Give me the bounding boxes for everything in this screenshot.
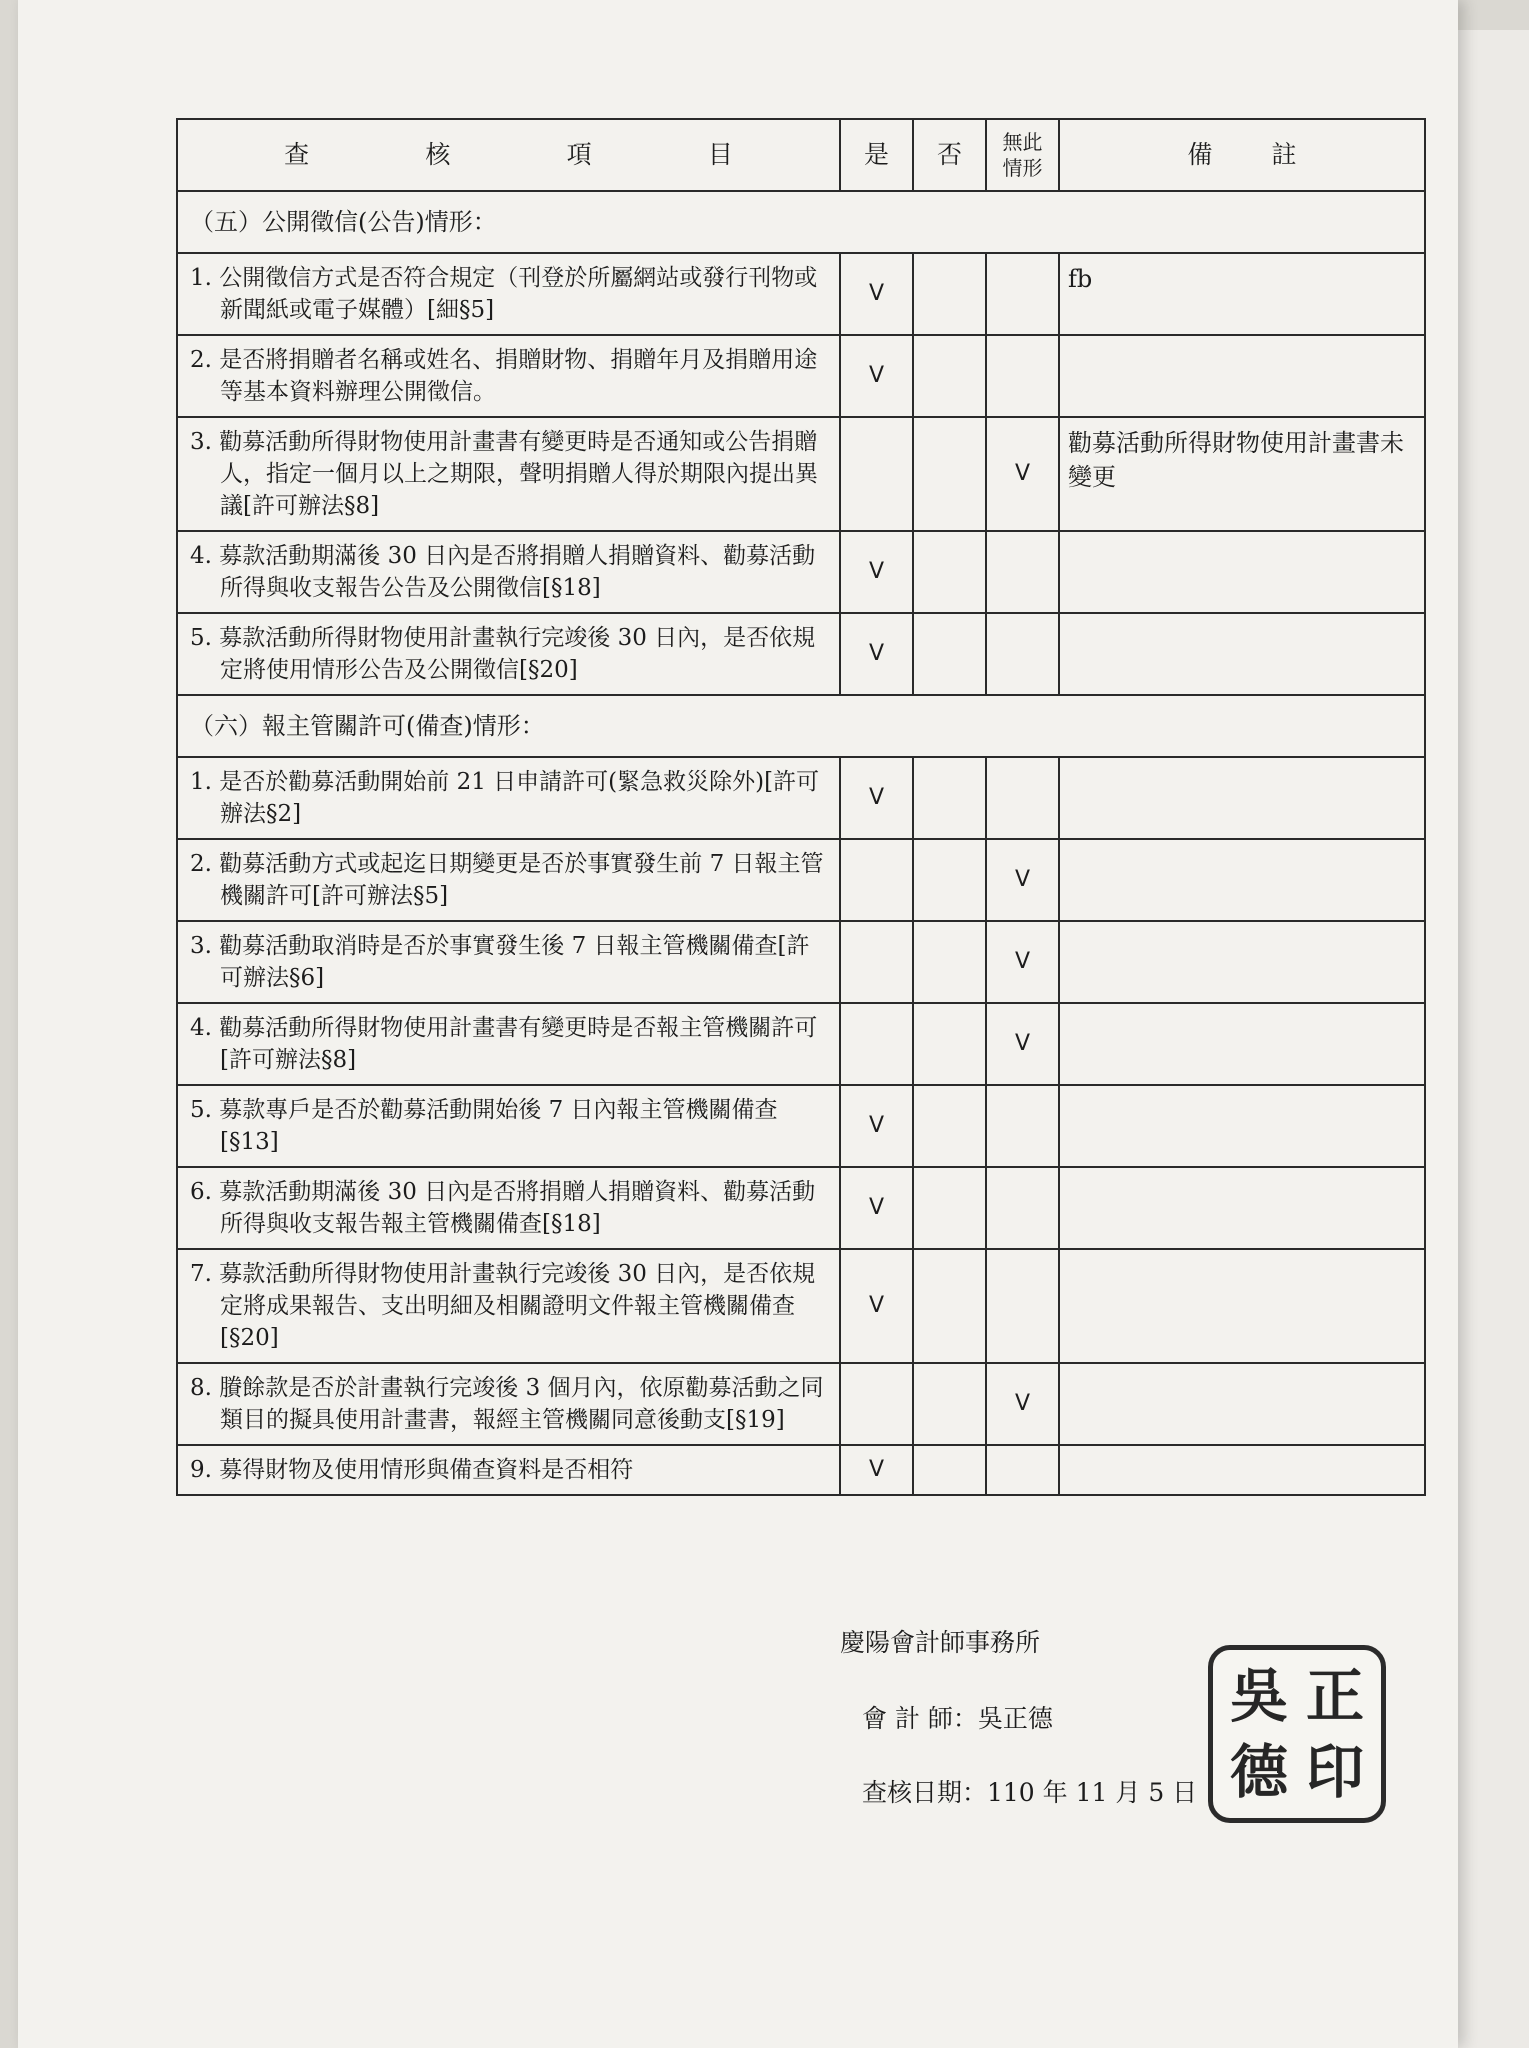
seal-char: 正 — [1305, 1662, 1364, 1730]
table-row — [177, 921, 1425, 1003]
no-mark — [913, 839, 986, 921]
no-mark — [913, 1445, 986, 1495]
check-item-text: 2. 勸募活動方式或起迄日期變更是否於事實發生前 7 日報主管機關許可[許可辦法§5] — [190, 851, 824, 909]
header-item-char: 項 — [566, 140, 592, 169]
yes-mark: V — [840, 335, 913, 417]
remark: 勸募活動所得財物使用計畫書未變更 — [1059, 417, 1425, 531]
no-mark — [913, 335, 986, 417]
remark — [1059, 1363, 1425, 1445]
check-item-text: 4. 勸募活動所得財物使用計畫書有變更時是否報主管機關許可[許可辦法§8] — [190, 1015, 818, 1073]
na-mark — [986, 1249, 1059, 1363]
remark — [1059, 613, 1425, 695]
check-item-cell — [177, 613, 840, 695]
header-item-char: 查 — [284, 140, 310, 169]
yes-mark — [840, 921, 913, 1003]
table-row — [177, 1445, 1425, 1495]
table-header-row — [177, 119, 1425, 191]
yes-mark: V — [840, 1167, 913, 1249]
no-mark — [913, 1085, 986, 1167]
audit-date: 查核日期：110 年 11 月 5 日 — [862, 1778, 1198, 1807]
table-row — [177, 417, 1425, 531]
remark — [1059, 531, 1425, 613]
yes-mark — [840, 1363, 913, 1445]
na-mark: V — [986, 921, 1059, 1003]
na-mark — [986, 335, 1059, 417]
section-header-row — [177, 695, 1425, 757]
header-na-line2: 情形 — [1002, 156, 1043, 180]
table-row — [177, 839, 1425, 921]
seal-char: 德 — [1229, 1738, 1288, 1806]
remark — [1059, 1085, 1425, 1167]
yes-mark: V — [840, 1085, 913, 1167]
check-item-cell — [177, 531, 840, 613]
yes-mark — [840, 839, 913, 921]
accountant-seal — [1208, 1645, 1386, 1823]
check-item-cell — [177, 253, 840, 335]
no-mark — [913, 613, 986, 695]
na-mark — [986, 1085, 1059, 1167]
header-na — [986, 119, 1059, 191]
na-mark: V — [986, 1363, 1059, 1445]
header-no: 否 — [913, 119, 986, 191]
check-item-text: 3. 勸募活動所得財物使用計畫書有變更時是否通知或公告捐贈人，指定一個月以上之期限，聲明捐贈人得於期限內提出異議[許可辦法§8] — [190, 429, 818, 519]
no-mark — [913, 1003, 986, 1085]
table-row — [177, 1167, 1425, 1249]
check-item-cell — [177, 839, 840, 921]
yes-mark: V — [840, 613, 913, 695]
na-mark — [986, 757, 1059, 839]
yes-mark — [840, 417, 913, 531]
check-item-text: 7. 募款活動所得財物使用計畫執行完竣後 30 日內，是否依規定將成果報告、支出明細及相關證明文件報主管機關備查[§20] — [190, 1261, 816, 1351]
no-mark — [913, 1363, 986, 1445]
header-item — [177, 119, 840, 191]
yes-mark: V — [840, 253, 913, 335]
check-item-cell — [177, 335, 840, 417]
na-mark — [986, 613, 1059, 695]
section-title: （五）公開徵信(公告)情形： — [177, 191, 1425, 253]
no-mark — [913, 757, 986, 839]
check-item-text: 4. 募款活動期滿後 30 日內是否將捐贈人捐贈資料、勸募活動所得與收支報告公告及公開徵信[§18] — [190, 543, 816, 601]
remark — [1059, 921, 1425, 1003]
table-row — [177, 757, 1425, 839]
remark — [1059, 1167, 1425, 1249]
header-note-char: 備 — [1187, 140, 1213, 169]
no-mark — [913, 1249, 986, 1363]
check-item-text: 1. 是否於勸募活動開始前 21 日申請許可(緊急救災除外)[許可辦法§2] — [190, 769, 820, 827]
check-item-cell — [177, 1363, 840, 1445]
check-item-text: 3. 勸募活動取消時是否於事實發生後 7 日報主管機關備查[許可辦法§6] — [190, 933, 810, 991]
remark — [1059, 839, 1425, 921]
check-item-text: 1. 公開徵信方式是否符合規定（刊登於所屬網站或發行刊物或新聞紙或電子媒體）[細§5] — [190, 265, 818, 323]
firm-name: 慶陽會計師事務所 — [840, 1628, 1041, 1657]
check-item-text: 9. 募得財物及使用情形與備查資料是否相符 — [190, 1457, 634, 1483]
no-mark — [913, 921, 986, 1003]
na-mark — [986, 1445, 1059, 1495]
header-item-char: 核 — [425, 140, 451, 169]
accountant-name: 會 計 師：吳正德 — [862, 1704, 1053, 1733]
na-mark: V — [986, 1003, 1059, 1085]
no-mark — [913, 1167, 986, 1249]
header-note-char: 註 — [1271, 140, 1297, 169]
na-mark — [986, 253, 1059, 335]
yes-mark: V — [840, 531, 913, 613]
table-row — [177, 253, 1425, 335]
na-mark — [986, 1167, 1059, 1249]
remark — [1059, 757, 1425, 839]
audit-checklist-table — [176, 118, 1426, 1496]
na-mark: V — [986, 417, 1059, 531]
section-header-row — [177, 191, 1425, 253]
header-item-char: 目 — [707, 140, 733, 169]
no-mark — [913, 417, 986, 531]
check-item-text: 8. 賸餘款是否於計畫執行完竣後 3 個月內，依原勸募活動之同類目的擬具使用計畫書，報經主管機關同意後動支[§19] — [190, 1375, 824, 1433]
no-mark — [913, 253, 986, 335]
check-item-cell — [177, 1249, 840, 1363]
table-row — [177, 531, 1425, 613]
yes-mark: V — [840, 1445, 913, 1495]
remark — [1059, 1003, 1425, 1085]
section-title: （六）報主管關許可(備查)情形： — [177, 695, 1425, 757]
remark: fb — [1059, 253, 1425, 335]
check-item-cell — [177, 417, 840, 531]
table-row — [177, 1003, 1425, 1085]
yes-mark: V — [840, 1249, 913, 1363]
yes-mark: V — [840, 757, 913, 839]
check-item-text: 5. 募款專戶是否於勸募活動開始後 7 日內報主管機關備查[§13] — [190, 1097, 778, 1155]
check-item-text: 2. 是否將捐贈者名稱或姓名、捐贈財物、捐贈年月及捐贈用途等基本資料辦理公開徵信。 — [190, 347, 818, 405]
seal-char: 印 — [1305, 1738, 1364, 1806]
yes-mark — [840, 1003, 913, 1085]
check-item-cell — [177, 1003, 840, 1085]
header-na-line1: 無此 — [1002, 130, 1043, 154]
remark — [1059, 1445, 1425, 1495]
table-row — [177, 335, 1425, 417]
no-mark — [913, 531, 986, 613]
table-row — [177, 613, 1425, 695]
remark — [1059, 335, 1425, 417]
table-row — [177, 1363, 1425, 1445]
header-yes: 是 — [840, 119, 913, 191]
check-item-text: 5. 募款活動所得財物使用計畫執行完竣後 30 日內，是否依規定將使用情形公告及公開徵信[§20] — [190, 625, 816, 683]
check-item-cell — [177, 1085, 840, 1167]
header-note — [1059, 119, 1425, 191]
na-mark: V — [986, 839, 1059, 921]
check-item-cell — [177, 757, 840, 839]
table-row — [177, 1249, 1425, 1363]
document-page — [18, 0, 1458, 2048]
seal-char: 吳 — [1229, 1662, 1288, 1730]
na-mark — [986, 531, 1059, 613]
check-item-cell — [177, 1167, 840, 1249]
check-item-cell — [177, 921, 840, 1003]
check-item-cell — [177, 1445, 840, 1495]
table-row — [177, 1085, 1425, 1167]
remark — [1059, 1249, 1425, 1363]
check-item-text: 6. 募款活動期滿後 30 日內是否將捐贈人捐贈資料、勸募活動所得與收支報告報主管機關備查[§18] — [190, 1179, 816, 1237]
